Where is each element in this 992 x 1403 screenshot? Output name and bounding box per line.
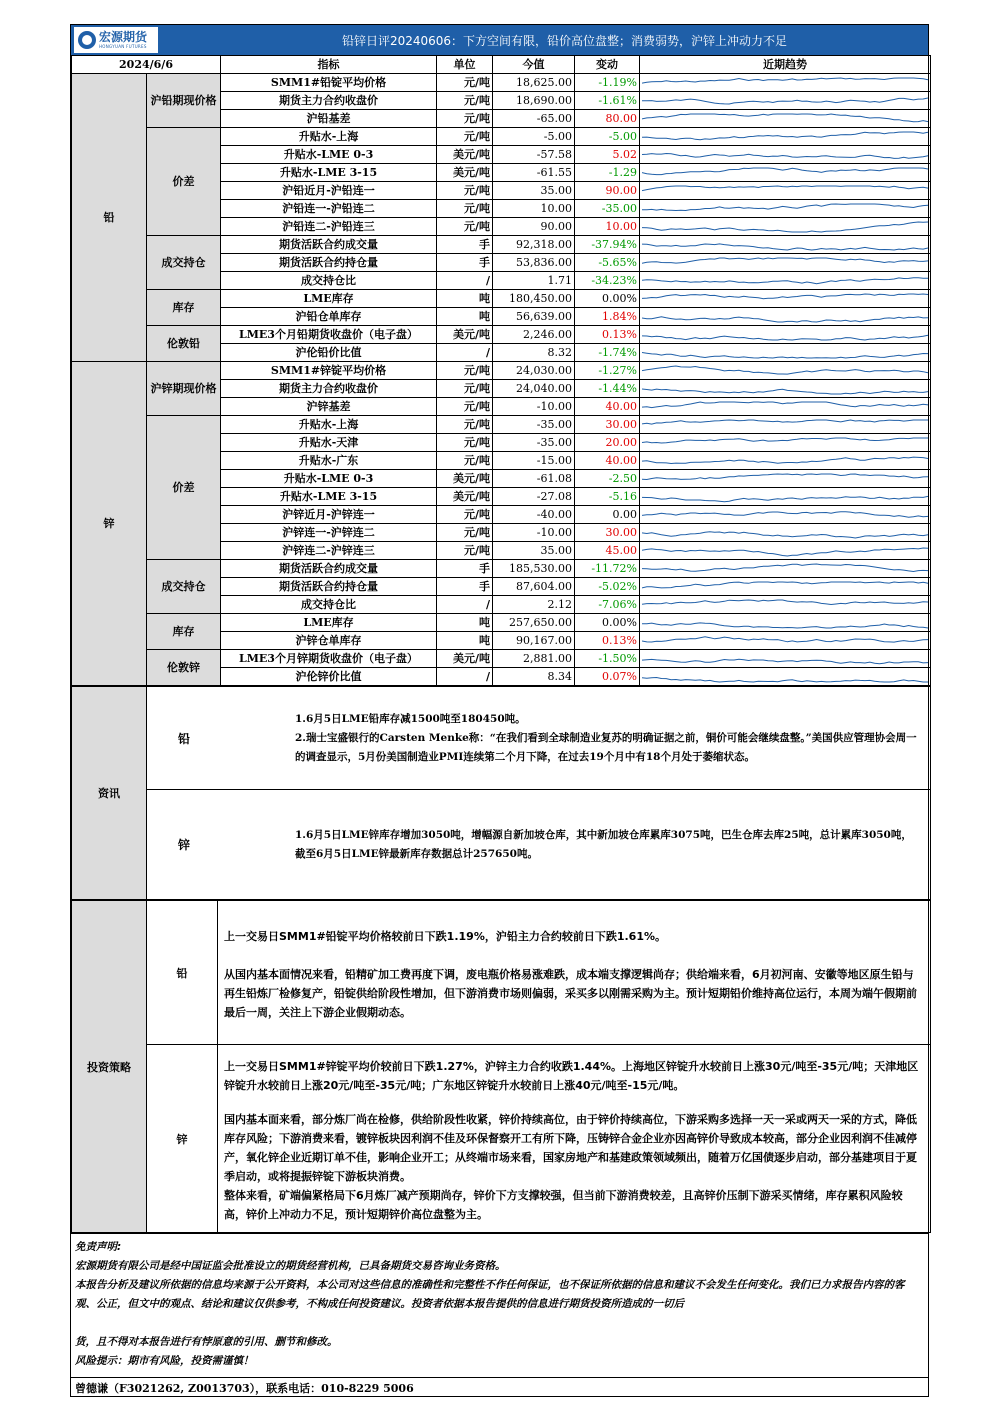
- value-cell: 18,625.00: [493, 74, 575, 92]
- value-cell: 18,690.00: [493, 92, 575, 110]
- trend-sparkline: [640, 110, 931, 128]
- report-banner: [71, 25, 928, 55]
- report-title: 铅锌日评20240606：下方空间有限，铅价高位盘整；消费弱势，沪锌上冲动力不足: [341, 33, 788, 48]
- indicator-name: 沪铅近月-沪铅连一: [221, 182, 437, 200]
- table-row: [72, 362, 931, 380]
- indicator-name: 期货活跃合约成交量: [221, 236, 437, 254]
- indicator-name: 期货活跃合约成交量: [221, 560, 437, 578]
- strategy-lead-p1: 上一交易日SMM1#铅锭平均价格较前日下跌1.19%，沪铅主力合约较前日下跌1.61%。: [224, 930, 667, 943]
- value-cell: -61.55: [493, 164, 575, 182]
- unit-cell: 元/吨: [437, 434, 493, 452]
- unit-cell: 元/吨: [437, 74, 493, 92]
- disclaimer-line4: 风险提示：期市有风险，投资需谨慎！: [75, 1355, 254, 1367]
- trend-sparkline: [640, 668, 931, 686]
- value-cell: 24,040.00: [493, 380, 575, 398]
- disclaimer-line1: 宏源期货有限公司是经中国证监会批准设立的期货经营机构，已具备期货交易咨询业务资格。: [75, 1260, 506, 1272]
- unit-cell: 元/吨: [437, 182, 493, 200]
- trend-sparkline: [640, 290, 931, 308]
- col-change: 变动: [575, 56, 640, 74]
- sparkline-path: [642, 294, 928, 299]
- indicator-name: 升贴水-LME 3-15: [221, 488, 437, 506]
- unit-cell: 手: [437, 254, 493, 272]
- col-unit: 单位: [437, 56, 493, 74]
- indicator-name: 期货主力合约收盘价: [221, 92, 437, 110]
- table-row: [72, 74, 931, 92]
- sparkline-path: [642, 352, 928, 358]
- value-cell: 2.12: [493, 596, 575, 614]
- value-cell: 35.00: [493, 182, 575, 200]
- sparkline-icon: [642, 489, 928, 505]
- value-cell: 90.00: [493, 218, 575, 236]
- indicator-name: 期货活跃合约持仓量: [221, 254, 437, 272]
- value-cell: -5.00: [493, 128, 575, 146]
- change-cell: 80.00: [575, 110, 640, 128]
- trend-sparkline: [640, 542, 931, 560]
- indicator-name: 升贴水-上海: [221, 128, 437, 146]
- value-cell: 1.71: [493, 272, 575, 290]
- unit-cell: 吨: [437, 290, 493, 308]
- report-page: [70, 24, 929, 1397]
- sparkline-path: [642, 622, 928, 627]
- unit-cell: 美元/吨: [437, 488, 493, 506]
- unit-cell: 美元/吨: [437, 470, 493, 488]
- change-cell: 30.00: [575, 524, 640, 542]
- sparkline-icon: [642, 669, 928, 685]
- sparkline-icon: [642, 237, 928, 253]
- sparkline-icon: [642, 327, 928, 343]
- trend-sparkline: [640, 344, 931, 362]
- unit-cell: 美元/吨: [437, 146, 493, 164]
- indicator-name: 沪铅基差: [221, 110, 437, 128]
- unit-cell: /: [437, 596, 493, 614]
- sparkline-path: [642, 153, 928, 158]
- zinc-category: 锌: [72, 362, 147, 686]
- strategy-lead-p2: 从国内基本面情况来看，铅精矿加工费再度下调，废电瓶价格易涨难跌，成本端支撑逻辑尚存；供给端来看，6月初河南、安徽等地区原生铅与再生铅炼厂检修复产，铅锭供给阶段性增加，但下游消费市场则偏弱，采买多以刚需采购为主。预计短期铅价维持高位运行，本周为端午假期前最后一周，关注上下游企业假期动态。: [224, 968, 917, 1019]
- value-cell: 180,450.00: [493, 290, 575, 308]
- sparkline-icon: [642, 165, 928, 181]
- value-cell: 92,318.00: [493, 236, 575, 254]
- sparkline-path: [642, 258, 928, 263]
- unit-cell: 手: [437, 236, 493, 254]
- unit-cell: 手: [437, 578, 493, 596]
- column-header-row: [72, 56, 931, 74]
- value-cell: 185,530.00: [493, 560, 575, 578]
- news-lead-text: 1.6月5日LME铅库存减1500吨至180450吨。 2.瑞士宝盛银行的Carsten Menke称：“在我们看到全球制造业复苏的明确证据之前，铜价可能会继续盘整。”美国供应管理协会周一的调查显示，5月份美国制造业PMI连续第二个月下降，在过去19个月中有18个月处于萎缩状态。: [295, 712, 917, 763]
- change-cell: 5.02: [575, 146, 640, 164]
- value-cell: -27.08: [493, 488, 575, 506]
- value-cell: -15.00: [493, 452, 575, 470]
- sparkline-path: [642, 677, 928, 682]
- trend-sparkline: [640, 254, 931, 272]
- sparkline-icon: [642, 543, 928, 559]
- trend-sparkline: [640, 272, 931, 290]
- logo-mark-icon: [78, 31, 96, 49]
- value-cell: 10.00: [493, 200, 575, 218]
- table-row: [72, 650, 931, 668]
- sparkline-icon: [642, 435, 928, 451]
- table-row: [72, 290, 931, 308]
- trend-sparkline: [640, 524, 931, 542]
- trend-sparkline: [640, 164, 931, 182]
- sparkline-icon: [642, 93, 928, 109]
- group-label: 沪铅期现价格: [147, 74, 221, 128]
- sparkline-icon: [642, 201, 928, 217]
- change-cell: 45.00: [575, 542, 640, 560]
- trend-sparkline: [640, 146, 931, 164]
- unit-cell: /: [437, 668, 493, 686]
- indicator-name: 沪锌连二-沪锌连三: [221, 542, 437, 560]
- sparkline-icon: [642, 291, 928, 307]
- indicator-name: 沪锌基差: [221, 398, 437, 416]
- indicator-name: LME3个月铅期货收盘价（电子盘）: [221, 326, 437, 344]
- group-label: 沪锌期现价格: [147, 362, 221, 416]
- group-label: 成交持仓: [147, 560, 221, 614]
- strategy-zinc-p1: 上一交易日SMM1#锌锭平均价较前日下跌1.27%，沪锌主力合约收跌1.44%。上海地区锌锭升水较前日上涨30元/吨至-35元/吨；天津地区锌锭升水较前日上涨20元/吨至-35元/吨；广东地区锌锭升水较前日上涨40元/吨至-15元/吨。: [224, 1060, 919, 1092]
- value-cell: -10.00: [493, 398, 575, 416]
- sparkline-icon: [642, 579, 928, 595]
- indicator-name: LME3个月锌期货收盘价（电子盘）: [221, 650, 437, 668]
- sparkline-path: [642, 132, 928, 140]
- group-label: 库存: [147, 614, 221, 650]
- change-cell: -1.61%: [575, 92, 640, 110]
- unit-cell: 元/吨: [437, 362, 493, 380]
- sparkline-path: [642, 78, 928, 83]
- sparkline-path: [642, 531, 928, 537]
- value-cell: 2,246.00: [493, 326, 575, 344]
- sparkline-icon: [642, 633, 928, 649]
- sparkline-path: [642, 204, 928, 211]
- indicator-name: LME库存: [221, 614, 437, 632]
- sparkline-icon: [642, 219, 928, 235]
- indicator-name: 沪锌近月-沪锌连一: [221, 506, 437, 524]
- indicator-name: 期货主力合约收盘价: [221, 380, 437, 398]
- sparkline-icon: [642, 75, 928, 91]
- col-trend: 近期趋势: [640, 56, 931, 74]
- sparkline-path: [642, 636, 928, 641]
- table-row: [72, 236, 931, 254]
- sparkline-icon: [642, 147, 928, 163]
- indicator-name: 升贴水-上海: [221, 416, 437, 434]
- change-cell: -34.23%: [575, 272, 640, 290]
- disclaimer-line2: 本报告分析及建议所依据的信息均来源于公开资料，本公司对这些信息的准确性和完整性不作任何保证，也不保证所依据的信息和建议不会发生任何变化。我们已力求报告内容的客观、公正，但文中的观点、结论和建议仅供参考，不构成任何投资建议。投资者依据本报告提供的信息进行期货投资所造成的一切后: [75, 1279, 905, 1310]
- value-cell: 8.32: [493, 344, 575, 362]
- indicator-name: LME库存: [221, 290, 437, 308]
- strategy-zinc-text: [218, 1045, 931, 1233]
- change-cell: 0.13%: [575, 326, 640, 344]
- trend-sparkline: [640, 326, 931, 344]
- indicator-name: 沪伦锌价比值: [221, 668, 437, 686]
- unit-cell: 手: [437, 560, 493, 578]
- sparkline-path: [642, 186, 928, 191]
- change-cell: 90.00: [575, 182, 640, 200]
- strategy-section: [71, 900, 931, 1233]
- value-cell: 87,604.00: [493, 578, 575, 596]
- indicator-name: 沪铅连二-沪铅连三: [221, 218, 437, 236]
- group-label: 成交持仓: [147, 236, 221, 290]
- unit-cell: 元/吨: [437, 128, 493, 146]
- trend-sparkline: [640, 578, 931, 596]
- change-cell: -1.44%: [575, 380, 640, 398]
- sparkline-icon: [642, 453, 928, 469]
- strategy-zinc-p2: 国内基本面来看，部分炼厂尚在检修，供给阶段性收紧，锌价持续高位，由于锌价持续高位，下游采购多选择一天一采或两天一采的方式，降低库存风险；下游消费来看，镀锌板块因利润不佳及环保督察开工有所下降，压铸锌合金企业亦因高锌价导致成本较高，部分企业因利润不佳减停产，氧化锌企业近期订单不佳，影响企业开工；从终端市场来看，国家房地产和基建政策领域频出，随着万亿国债逐步启动，部分基建项目于夏季启动，或将提振锌锭下游板块消费。 整体来看，矿端偏紧格局下6月炼厂减产预期尚存，锌价下方支撑较强，但当前下游消费较差，且高锌价压制下游采买情绪，库存累积风险较高，锌价上冲动力不足，预计短期锌价高位盘整为主。: [224, 1113, 917, 1221]
- trend-sparkline: [640, 92, 931, 110]
- sparkline-icon: [642, 255, 928, 271]
- contact-footer: 曾德谦（F3021262, Z0013703），联系电话：010-8229 5006: [71, 1377, 928, 1396]
- change-cell: 0.00%: [575, 290, 640, 308]
- company-logo: [74, 27, 158, 53]
- unit-cell: 吨: [437, 614, 493, 632]
- unit-cell: /: [437, 272, 493, 290]
- table-row: [72, 326, 931, 344]
- sparkline-path: [642, 548, 928, 556]
- change-cell: -11.72%: [575, 560, 640, 578]
- trend-sparkline: [640, 596, 931, 614]
- unit-cell: /: [437, 344, 493, 362]
- unit-cell: 吨: [437, 308, 493, 326]
- trend-sparkline: [640, 506, 931, 524]
- sparkline-path: [642, 600, 928, 605]
- sparkline-path: [642, 277, 928, 283]
- logo-en: HONGYUAN FUTURES: [99, 44, 147, 49]
- change-cell: -5.02%: [575, 578, 640, 596]
- sparkline-path: [642, 496, 928, 501]
- change-cell: 20.00: [575, 434, 640, 452]
- sparkline-icon: [642, 561, 928, 577]
- table-row: [72, 614, 931, 632]
- group-label: 伦敦锌: [147, 650, 221, 686]
- indicator-name: 成交持仓比: [221, 272, 437, 290]
- trend-sparkline: [640, 452, 931, 470]
- sparkline-icon: [642, 273, 928, 289]
- value-cell: 56,639.00: [493, 308, 575, 326]
- strategy-zinc-label: 锌: [147, 1045, 218, 1233]
- unit-cell: 元/吨: [437, 380, 493, 398]
- sparkline-icon: [642, 471, 928, 487]
- sparkline-path: [642, 168, 928, 175]
- indicator-name: 沪锌连一-沪锌连二: [221, 524, 437, 542]
- sparkline-icon: [642, 615, 928, 631]
- group-label: 价差: [147, 128, 221, 236]
- trend-sparkline: [640, 614, 931, 632]
- unit-cell: 美元/吨: [437, 164, 493, 182]
- change-cell: 0.07%: [575, 668, 640, 686]
- value-cell: -10.00: [493, 524, 575, 542]
- sparkline-icon: [642, 597, 928, 613]
- indicator-name: 成交持仓比: [221, 596, 437, 614]
- table-row: [72, 128, 931, 146]
- news-section: [71, 686, 931, 900]
- unit-cell: 元/吨: [437, 398, 493, 416]
- value-cell: 8.34: [493, 668, 575, 686]
- change-cell: 10.00: [575, 218, 640, 236]
- change-cell: -37.94%: [575, 236, 640, 254]
- sparkline-path: [642, 366, 928, 374]
- unit-cell: 美元/吨: [437, 650, 493, 668]
- sparkline-icon: [642, 381, 928, 397]
- trend-sparkline: [640, 488, 931, 506]
- indicator-name: 升贴水-LME 0-3: [221, 146, 437, 164]
- disclaimer-title: 免责声明:: [75, 1241, 122, 1253]
- value-cell: -61.08: [493, 470, 575, 488]
- trend-sparkline: [640, 74, 931, 92]
- value-cell: 24,030.00: [493, 362, 575, 380]
- sparkline-icon: [642, 129, 928, 145]
- group-label: 价差: [147, 416, 221, 560]
- unit-cell: 吨: [437, 632, 493, 650]
- news-zinc-text: 1.6月5日LME锌库存增加3050吨，增幅源自新加坡仓库，其中新加坡仓库累库3075吨，巴生仓库去库25吨，总计累库3050吨，截至6月5日LME锌最新库存数据总计257650吨。: [295, 828, 912, 860]
- sparkline-path: [642, 389, 928, 394]
- col-indicator: 指标: [221, 56, 437, 74]
- indicator-name: 期货活跃合约持仓量: [221, 578, 437, 596]
- logo-cn: 宏源期货: [99, 30, 148, 44]
- unit-cell: 元/吨: [437, 92, 493, 110]
- indicator-name: SMM1#锌锭平均价格: [221, 362, 437, 380]
- sparkline-path: [642, 659, 928, 664]
- sparkline-path: [642, 243, 928, 249]
- change-cell: -35.00: [575, 200, 640, 218]
- change-cell: 40.00: [575, 452, 640, 470]
- unit-cell: 元/吨: [437, 524, 493, 542]
- indicator-name: 升贴水-LME 0-3: [221, 470, 437, 488]
- sparkline-path: [642, 457, 928, 463]
- indicator-name: 升贴水-LME 3-15: [221, 164, 437, 182]
- trend-sparkline: [640, 200, 931, 218]
- strategy-lead-label: 铅: [147, 901, 218, 1045]
- value-cell: -40.00: [493, 506, 575, 524]
- sparkline-icon: [642, 651, 928, 667]
- change-cell: -5.16: [575, 488, 640, 506]
- sparkline-path: [642, 335, 928, 340]
- indicator-name: 沪伦铅价比值: [221, 344, 437, 362]
- change-cell: 0.13%: [575, 632, 640, 650]
- indicator-name: 沪锌仓单库存: [221, 632, 437, 650]
- sparkline-icon: [642, 309, 928, 325]
- strategy-category: 投资策略: [72, 901, 147, 1233]
- value-cell: -65.00: [493, 110, 575, 128]
- value-cell: -57.58: [493, 146, 575, 164]
- sparkline-icon: [642, 183, 928, 199]
- change-cell: -1.27%: [575, 362, 640, 380]
- table-row: [72, 560, 931, 578]
- trend-sparkline: [640, 632, 931, 650]
- lead-category: 铅: [72, 74, 147, 362]
- change-cell: -5.00: [575, 128, 640, 146]
- change-cell: -7.06%: [575, 596, 640, 614]
- indicator-name: 沪铅连一-沪铅连二: [221, 200, 437, 218]
- sparkline-path: [642, 511, 928, 517]
- trend-sparkline: [640, 380, 931, 398]
- unit-cell: 元/吨: [437, 416, 493, 434]
- indicator-name: 沪铅仓单库存: [221, 308, 437, 326]
- indicator-name: 升贴水-广东: [221, 452, 437, 470]
- trend-sparkline: [640, 434, 931, 452]
- change-cell: -2.50: [575, 470, 640, 488]
- sparkline-path: [642, 420, 928, 424]
- change-cell: 1.84%: [575, 308, 640, 326]
- group-label: 伦敦铅: [147, 326, 221, 362]
- news-category: 资讯: [72, 687, 147, 900]
- sparkline-path: [642, 474, 928, 480]
- sparkline-icon: [642, 525, 928, 541]
- group-label: 库存: [147, 290, 221, 326]
- sparkline-icon: [642, 363, 928, 379]
- data-table: [71, 55, 931, 686]
- value-cell: 35.00: [493, 542, 575, 560]
- change-cell: -5.65%: [575, 254, 640, 272]
- change-cell: 0.00%: [575, 614, 640, 632]
- value-cell: 53,836.00: [493, 254, 575, 272]
- sparkline-path: [642, 402, 928, 408]
- value-cell: 257,650.00: [493, 614, 575, 632]
- value-cell: 90,167.00: [493, 632, 575, 650]
- trend-sparkline: [640, 416, 931, 434]
- trend-sparkline: [640, 470, 931, 488]
- sparkline-path: [642, 222, 928, 232]
- sparkline-icon: [642, 417, 928, 433]
- change-cell: 40.00: [575, 398, 640, 416]
- sparkline-icon: [642, 111, 928, 127]
- trend-sparkline: [640, 398, 931, 416]
- unit-cell: 元/吨: [437, 452, 493, 470]
- news-lead-label: 铅: [177, 731, 190, 746]
- indicator-name: 升贴水-天津: [221, 434, 437, 452]
- unit-cell: 元/吨: [437, 506, 493, 524]
- change-cell: 0.00: [575, 506, 640, 524]
- unit-cell: 元/吨: [437, 542, 493, 560]
- sparkline-icon: [642, 345, 928, 361]
- trend-sparkline: [640, 650, 931, 668]
- trend-sparkline: [640, 236, 931, 254]
- disclaimer: [71, 1233, 928, 1377]
- trend-sparkline: [640, 362, 931, 380]
- unit-cell: 美元/吨: [437, 326, 493, 344]
- strategy-lead-text: [218, 901, 931, 1045]
- col-value: 今值: [493, 56, 575, 74]
- sparkline-path: [642, 98, 928, 104]
- sparkline-path: [642, 582, 928, 588]
- disclaimer-line3: 货，且不得对本报告进行有悖原意的引用、删节和修改。: [75, 1336, 338, 1348]
- indicator-name: SMM1#铅锭平均价格: [221, 74, 437, 92]
- unit-cell: 元/吨: [437, 200, 493, 218]
- change-cell: 30.00: [575, 416, 640, 434]
- unit-cell: 元/吨: [437, 110, 493, 128]
- sparkline-icon: [642, 507, 928, 523]
- change-cell: -1.19%: [575, 74, 640, 92]
- sparkline-path: [642, 114, 928, 122]
- sparkline-path: [642, 564, 928, 572]
- unit-cell: 元/吨: [437, 218, 493, 236]
- sparkline-path: [642, 316, 928, 321]
- trend-sparkline: [640, 218, 931, 236]
- sparkline-path: [642, 438, 928, 443]
- report-date: 2024/6/6: [72, 56, 221, 74]
- change-cell: -1.50%: [575, 650, 640, 668]
- trend-sparkline: [640, 128, 931, 146]
- sparkline-icon: [642, 399, 928, 415]
- value-cell: -35.00: [493, 434, 575, 452]
- trend-sparkline: [640, 308, 931, 326]
- change-cell: -1.29: [575, 164, 640, 182]
- trend-sparkline: [640, 560, 931, 578]
- trend-sparkline: [640, 182, 931, 200]
- value-cell: 2,881.00: [493, 650, 575, 668]
- value-cell: -35.00: [493, 416, 575, 434]
- change-cell: -1.74%: [575, 344, 640, 362]
- table-row: [72, 416, 931, 434]
- news-zinc-label: 锌: [177, 838, 190, 852]
